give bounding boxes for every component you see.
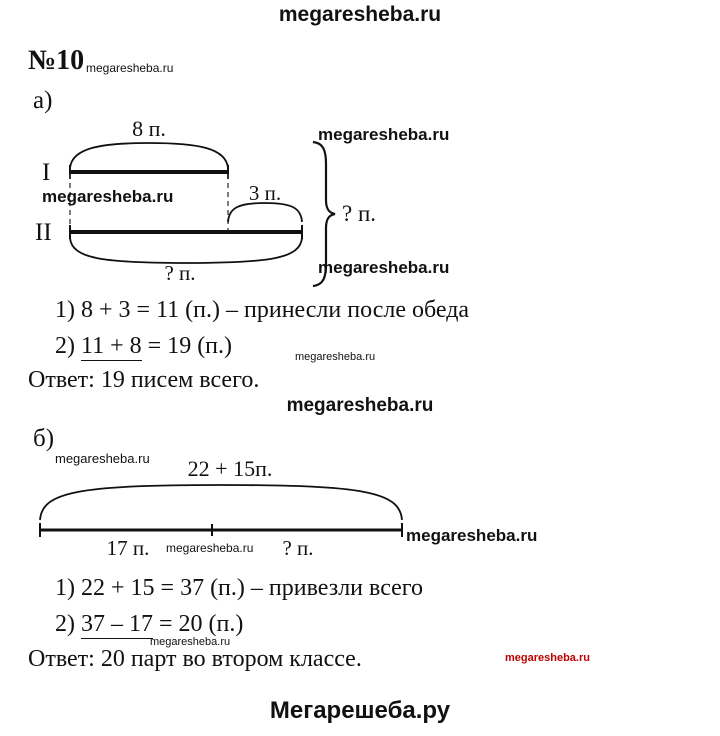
watermark-diagram-a-bottom: megaresheba.ru <box>318 258 450 277</box>
solution-b-step-2-expression: 37 – 17 <box>81 611 153 637</box>
solution-b-step-2-result: = 20 (п.) <box>153 611 244 637</box>
watermark-diagram-a-mid: megaresheba.ru <box>42 187 174 206</box>
site-watermark-header: megaresheba.ru <box>278 3 442 26</box>
segment-i-length-label: 8 п. <box>132 116 166 141</box>
solution-b-step-2 <box>55 612 243 637</box>
solution-a-step-2 <box>55 334 232 359</box>
watermark-diagram-b-mid: megaresheba.ru <box>166 541 254 555</box>
solution-a-step-2-expression: 11 + 8 <box>81 333 142 359</box>
watermark-diagram-a-top: megaresheba.ru <box>318 125 450 144</box>
watermark-center: megaresheba.ru <box>286 395 434 416</box>
solution-a-step-1: 1) 8 + 3 = 11 (п.) – принесли после обеда <box>55 297 470 323</box>
watermark-small-a: megaresheba.ru <box>295 351 376 363</box>
solution-a-step-2-prefix: 2) <box>55 333 81 359</box>
total-brace <box>40 485 402 520</box>
answer-b: Ответ: 20 парт во втором классе. <box>28 646 362 672</box>
watermark-small-b-bottom: megaresheba.ru <box>150 636 231 648</box>
left-part-label: 17 п. <box>106 536 150 560</box>
right-part-label: ? п. <box>282 536 314 560</box>
solution-b-step-1: 1) 22 + 15 = 37 (п.) – привезли всего <box>55 575 424 601</box>
total-label: ? п. <box>342 201 377 226</box>
problem-number: №10 <box>28 45 85 76</box>
part-a-label: а) <box>33 87 53 114</box>
solution-a-step-2-result: = 19 (п.) <box>141 333 233 359</box>
row-ii-label: II <box>35 219 52 246</box>
extra-length-label: 3 п. <box>248 181 282 205</box>
watermark-red-bottom: megaresheba.ru <box>505 652 590 664</box>
segment-i-brace <box>70 143 228 168</box>
total-length-label: 22 + 15п. <box>187 456 273 481</box>
extra-part-brace <box>228 203 302 222</box>
answer-a: Ответ: 19 писем всего. <box>28 367 260 393</box>
segment-ii-brace <box>70 238 302 263</box>
solution-b-step-2-prefix: 2) <box>55 611 81 637</box>
watermark-diagram-b-right: megaresheba.ru <box>406 526 538 545</box>
row-i-label: I <box>42 159 51 186</box>
diagram-b <box>30 456 480 568</box>
part-b-label: б) <box>33 425 55 452</box>
site-title-footer: Мегарешеба.ру <box>269 697 451 724</box>
segment-ii-length-label: ? п. <box>164 261 196 285</box>
watermark-small-b-top: megaresheba.ru <box>55 451 150 466</box>
watermark-near-number: megaresheba.ru <box>86 61 174 75</box>
